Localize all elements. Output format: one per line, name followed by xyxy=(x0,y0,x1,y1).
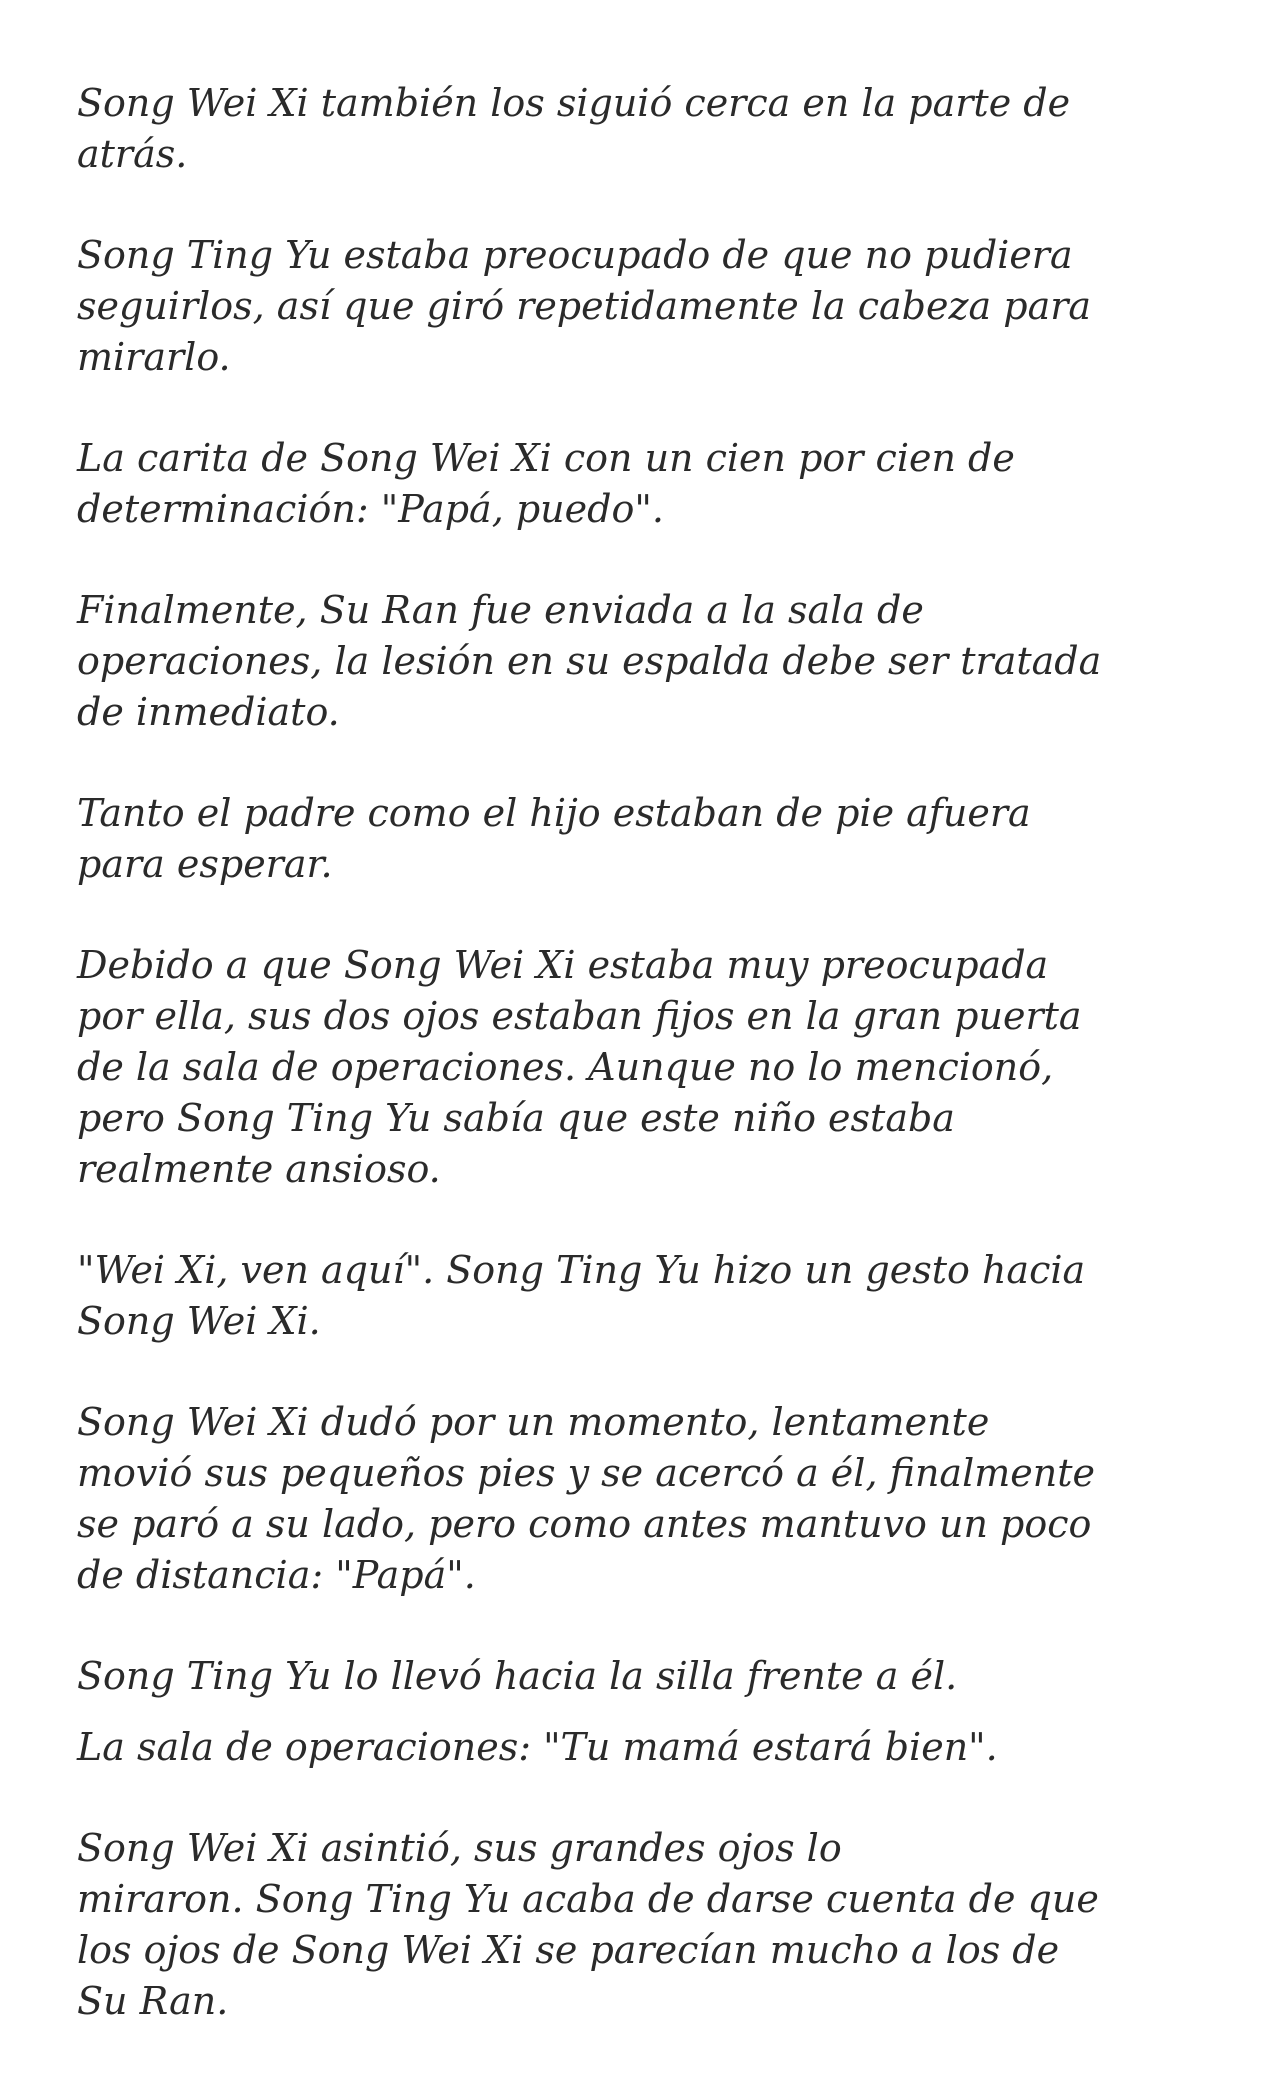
text-line: Song Wei Xi dudó por un momento, lentamente xyxy=(77,1400,990,1444)
paragraph-3 xyxy=(77,433,1237,535)
text-line: miraron. Song Ting Yu acaba de darse cuenta de que xyxy=(77,1877,1099,1921)
text-line: La sala de operaciones: "Tu mamá estará bien". xyxy=(77,1725,998,1769)
paragraph-8 xyxy=(77,1397,1237,1601)
text-line: Debido a que Song Wei Xi estaba muy preocupada xyxy=(77,943,1049,987)
text-line: Song Wei Xi. xyxy=(77,1299,321,1343)
text-line: determinación: "Papá, puedo". xyxy=(77,487,664,531)
text-line: atrás. xyxy=(77,132,188,176)
paragraph-6 xyxy=(77,940,1237,1195)
paragraph-7 xyxy=(77,1245,1237,1347)
text-line: Su Ran. xyxy=(77,1979,229,2023)
text-line: Song Wei Xi asintió, sus grandes ojos lo xyxy=(77,1826,842,1870)
paragraph-10 xyxy=(77,1722,1237,1773)
text-line: mirarlo. xyxy=(77,335,231,379)
text-line: Finalmente, Su Ran fue enviada a la sala de xyxy=(77,588,924,632)
text-line: pero Song Ting Yu sabía que este niño estaba xyxy=(77,1096,955,1140)
paragraph-1 xyxy=(77,78,1237,180)
text-line: movió sus pequeños pies y se acercó a él, finalmente xyxy=(77,1451,1095,1495)
text-line: Song Wei Xi también los siguió cerca en la parte de xyxy=(77,81,1071,125)
text-line: los ojos de Song Wei Xi se parecían mucho a los de xyxy=(77,1928,1060,1972)
text-line: por ella, sus dos ojos estaban fijos en la gran puerta xyxy=(77,994,1082,1038)
paragraph-2 xyxy=(77,230,1237,383)
text-line: se paró a su lado, pero como antes mantuvo un poco xyxy=(77,1502,1092,1546)
text-line: de la sala de operaciones. Aunque no lo mencionó, xyxy=(77,1045,1054,1089)
text-line: seguirlos, así que giró repetidamente la cabeza para xyxy=(77,284,1092,328)
text-line: de distancia: "Papá". xyxy=(77,1553,476,1597)
paragraph-11 xyxy=(77,1823,1237,2027)
text-line: La carita de Song Wei Xi con un cien por cien de xyxy=(77,436,1015,480)
paragraph-9 xyxy=(77,1651,1237,1702)
paragraph-5 xyxy=(77,788,1237,890)
text-line: "Wei Xi, ven aquí". Song Ting Yu hizo un gesto hacia xyxy=(77,1248,1086,1292)
text-line: realmente ansioso. xyxy=(77,1147,441,1191)
text-line: de inmediato. xyxy=(77,690,340,734)
text-line: Song Ting Yu estaba preocupado de que no pudiera xyxy=(77,233,1073,277)
document-body xyxy=(77,78,1237,2077)
text-line: Song Ting Yu lo llevó hacia la silla frente a él. xyxy=(77,1654,958,1698)
text-line: Tanto el padre como el hijo estaban de pie afuera xyxy=(77,791,1031,835)
paragraph-4 xyxy=(77,585,1237,738)
text-line: operaciones, la lesión en su espalda debe ser tratada xyxy=(77,639,1102,683)
text-line: para esperar. xyxy=(77,842,333,886)
